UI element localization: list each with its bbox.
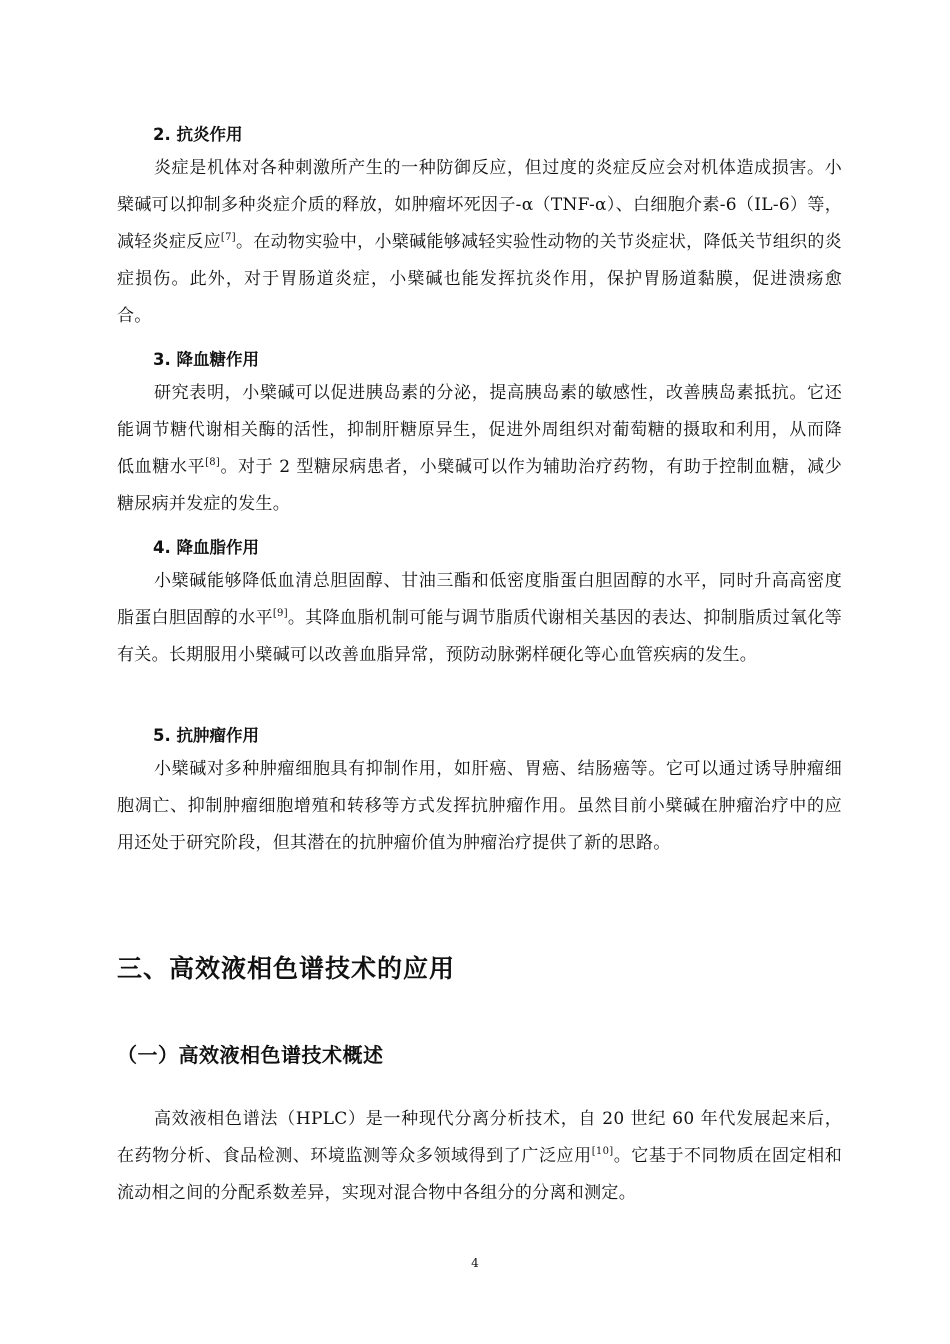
paragraph-anti-tumor: 小檗碱对多种肿瘤细胞具有抑制作用，如肝癌、胃癌、结肠癌等。它可以通过诱导肿瘤细胞凋亡、抑制肿瘤细胞增殖和转移等方式发挥抗肿瘤作用。虽然目前小檗碱在肿瘤治疗中的应用还处于研究阶段，但其潜在的抗肿瘤价值为肿瘤治疗提供了新的思路。 [117, 759, 842, 853]
chapter-heading: 三、高效液相色谱技术的应用 [117, 954, 456, 983]
paragraph-hypolipidemic: 小檗碱能够降低血清总胆固醇、甘油三酯和低密度脂蛋白胆固醇的水平，同时升高高密度脂蛋白胆固醇的水平[9]。其降血脂机制可能与调节脂质代谢相关基因的表达、抑制脂质过氧化等有关。长期服用小檗碱可以改善血脂异常，预防动脉粥样硬化等心血管疾病的发生。 [117, 571, 842, 665]
heading-anti-tumor: 5. 抗肿瘤作用 [153, 726, 259, 745]
heading-hypolipidemic: 4. 降血脂作用 [153, 538, 259, 557]
paragraph-anti-inflammatory: 炎症是机体对各种刺激所产生的一种防御反应，但过度的炎症反应会对机体造成损害。小檗碱可以抑制多种炎症介质的释放，如肿瘤坏死因子-α（TNF-α）、白细胞介素-6（IL-6）等，减轻炎症反应[7]。在动物实验中，小檗碱能够减轻实验性动物的关节炎症状，降低关节组织的炎症损伤。此外，对于胃肠道炎症，小檗碱也能发挥抗炎作用，保护胃肠道黏膜，促进溃疡愈合。 [117, 158, 842, 326]
heading-anti-inflammatory: 2. 抗炎作用 [153, 125, 243, 144]
page-number: 4 [471, 1256, 479, 1270]
subsection-heading: （一）高效液相色谱技术概述 [117, 1043, 384, 1067]
citation: [8] [205, 457, 221, 468]
paragraph-hypoglycemic: 研究表明，小檗碱可以促进胰岛素的分泌，提高胰岛素的敏感性，改善胰岛素抵抗。它还能调节糖代谢相关酶的活性，抑制肝糖原异生，促进外周组织对葡萄糖的摄取和利用，从而降低血糖水平[8]。对于 2 型糖尿病患者，小檗碱可以作为辅助治疗药物，有助于控制血糖，减少糖尿病并发症的发生。 [117, 383, 843, 514]
paragraph-hplc-overview: 高效液相色谱法（HPLC）是一种现代分离分析技术，自 20 世纪 60 年代发展起来后，在药物分析、食品检测、环境监测等众多领域得到了广泛应用[10]。它基于不同物质在固定相和流动相之间的分配系数差异，实现对混合物中各组分的分离和测定。 [117, 1109, 842, 1203]
heading-hypoglycemic: 3. 降血糖作用 [153, 350, 259, 369]
citation: [10] [591, 1146, 614, 1157]
citation: [7] [220, 232, 236, 243]
citation: [9] [272, 608, 288, 619]
